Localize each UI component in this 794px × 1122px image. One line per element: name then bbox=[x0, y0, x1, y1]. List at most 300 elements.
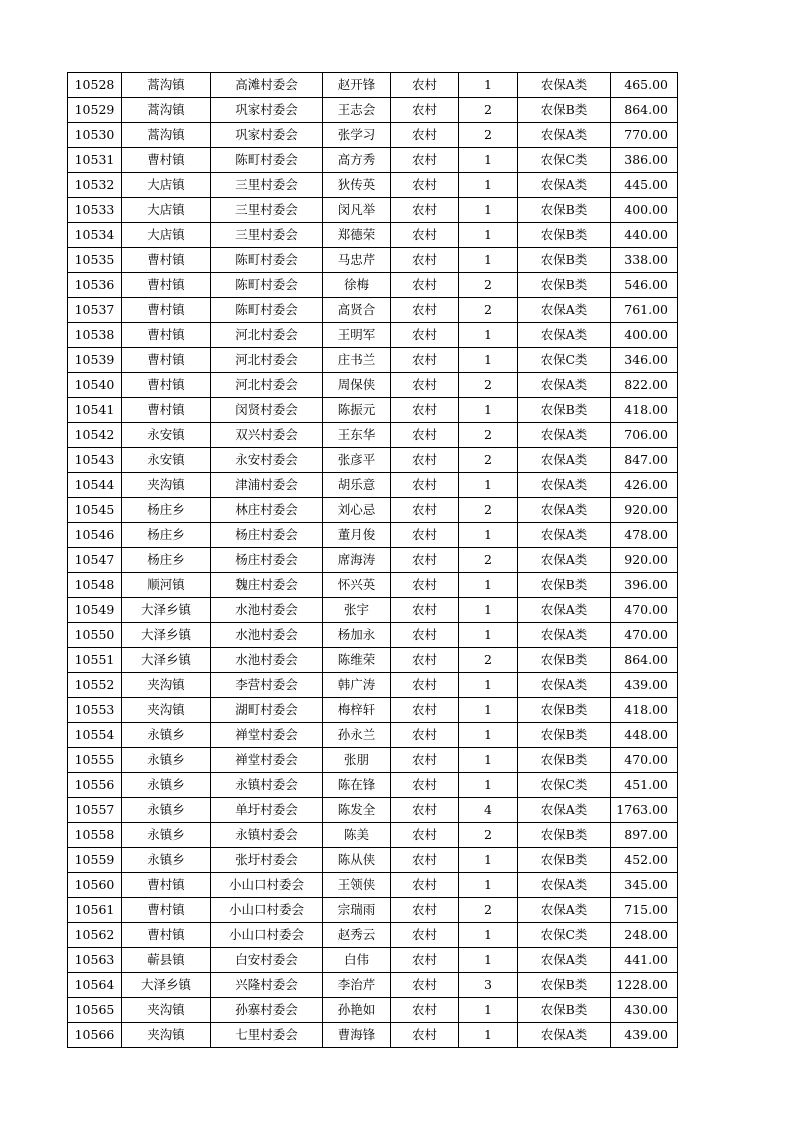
insurance-category-cell: 农保B类 bbox=[518, 748, 611, 773]
household-count-cell: 1 bbox=[459, 873, 518, 898]
person-name-cell: 陈发全 bbox=[323, 798, 391, 823]
town-cell: 杨庄乡 bbox=[122, 523, 211, 548]
household-count-cell: 2 bbox=[459, 898, 518, 923]
residence-type-cell: 农村 bbox=[391, 723, 459, 748]
village-committee-cell: 白安村委会 bbox=[211, 948, 323, 973]
household-count-cell: 1 bbox=[459, 348, 518, 373]
village-committee-cell: 兴隆村委会 bbox=[211, 973, 323, 998]
residence-type-cell: 农村 bbox=[391, 798, 459, 823]
residence-type-cell: 农村 bbox=[391, 298, 459, 323]
person-name-cell: 曹海锋 bbox=[323, 1023, 391, 1048]
record-id-cell: 10542 bbox=[68, 423, 122, 448]
residence-type-cell: 农村 bbox=[391, 73, 459, 98]
residence-type-cell: 农村 bbox=[391, 573, 459, 598]
residence-type-cell: 农村 bbox=[391, 673, 459, 698]
amount-cell: 418.00 bbox=[611, 698, 678, 723]
village-committee-cell: 巩家村委会 bbox=[211, 98, 323, 123]
table-row bbox=[68, 398, 678, 423]
amount-cell: 441.00 bbox=[611, 948, 678, 973]
person-name-cell: 韩广涛 bbox=[323, 673, 391, 698]
amount-cell: 465.00 bbox=[611, 73, 678, 98]
person-name-cell: 高贤合 bbox=[323, 298, 391, 323]
amount-cell: 770.00 bbox=[611, 123, 678, 148]
record-id-cell: 10541 bbox=[68, 398, 122, 423]
person-name-cell: 张朋 bbox=[323, 748, 391, 773]
table-row bbox=[68, 648, 678, 673]
person-name-cell: 张学习 bbox=[323, 123, 391, 148]
insurance-category-cell: 农保A类 bbox=[518, 623, 611, 648]
record-id-cell: 10553 bbox=[68, 698, 122, 723]
residence-type-cell: 农村 bbox=[391, 248, 459, 273]
amount-cell: 345.00 bbox=[611, 873, 678, 898]
insurance-category-cell: 农保A类 bbox=[518, 173, 611, 198]
person-name-cell: 陈振元 bbox=[323, 398, 391, 423]
village-committee-cell: 河北村委会 bbox=[211, 323, 323, 348]
table-row bbox=[68, 173, 678, 198]
person-name-cell: 杨加永 bbox=[323, 623, 391, 648]
table-row bbox=[68, 923, 678, 948]
residence-type-cell: 农村 bbox=[391, 973, 459, 998]
record-id-cell: 10547 bbox=[68, 548, 122, 573]
insurance-category-cell: 农保B类 bbox=[518, 648, 611, 673]
residence-type-cell: 农村 bbox=[391, 898, 459, 923]
person-name-cell: 孙艳如 bbox=[323, 998, 391, 1023]
household-count-cell: 1 bbox=[459, 573, 518, 598]
table-row bbox=[68, 323, 678, 348]
household-count-cell: 1 bbox=[459, 248, 518, 273]
residence-type-cell: 农村 bbox=[391, 398, 459, 423]
record-id-cell: 10546 bbox=[68, 523, 122, 548]
amount-cell: 439.00 bbox=[611, 673, 678, 698]
record-id-cell: 10555 bbox=[68, 748, 122, 773]
residence-type-cell: 农村 bbox=[391, 923, 459, 948]
village-committee-cell: 七里村委会 bbox=[211, 1023, 323, 1048]
residence-type-cell: 农村 bbox=[391, 523, 459, 548]
town-cell: 杨庄乡 bbox=[122, 498, 211, 523]
household-count-cell: 1 bbox=[459, 598, 518, 623]
household-count-cell: 1 bbox=[459, 73, 518, 98]
person-name-cell: 董月俊 bbox=[323, 523, 391, 548]
town-cell: 大泽乡镇 bbox=[122, 648, 211, 673]
residence-type-cell: 农村 bbox=[391, 698, 459, 723]
household-count-cell: 1 bbox=[459, 523, 518, 548]
table-row bbox=[68, 998, 678, 1023]
record-id-cell: 10536 bbox=[68, 273, 122, 298]
record-id-cell: 10538 bbox=[68, 323, 122, 348]
table-row bbox=[68, 448, 678, 473]
amount-cell: 864.00 bbox=[611, 98, 678, 123]
town-cell: 曹村镇 bbox=[122, 923, 211, 948]
record-id-cell: 10563 bbox=[68, 948, 122, 973]
insurance-category-cell: 农保A类 bbox=[518, 1023, 611, 1048]
table-row bbox=[68, 498, 678, 523]
amount-cell: 440.00 bbox=[611, 223, 678, 248]
amount-cell: 386.00 bbox=[611, 148, 678, 173]
amount-cell: 338.00 bbox=[611, 248, 678, 273]
insurance-category-cell: 农保A类 bbox=[518, 673, 611, 698]
household-count-cell: 2 bbox=[459, 448, 518, 473]
record-id-cell: 10543 bbox=[68, 448, 122, 473]
town-cell: 蒿沟镇 bbox=[122, 73, 211, 98]
amount-cell: 478.00 bbox=[611, 523, 678, 548]
table-row bbox=[68, 198, 678, 223]
table-row bbox=[68, 748, 678, 773]
village-committee-cell: 陈町村委会 bbox=[211, 248, 323, 273]
table-row bbox=[68, 298, 678, 323]
village-committee-cell: 河北村委会 bbox=[211, 348, 323, 373]
household-count-cell: 2 bbox=[459, 548, 518, 573]
town-cell: 曹村镇 bbox=[122, 398, 211, 423]
person-name-cell: 席海涛 bbox=[323, 548, 391, 573]
table-row bbox=[68, 473, 678, 498]
insurance-category-cell: 农保B类 bbox=[518, 573, 611, 598]
record-id-cell: 10537 bbox=[68, 298, 122, 323]
amount-cell: 418.00 bbox=[611, 398, 678, 423]
village-committee-cell: 张圩村委会 bbox=[211, 848, 323, 873]
household-count-cell: 1 bbox=[459, 998, 518, 1023]
town-cell: 永镇乡 bbox=[122, 773, 211, 798]
record-id-cell: 10534 bbox=[68, 223, 122, 248]
insurance-category-cell: 农保A类 bbox=[518, 373, 611, 398]
town-cell: 永镇乡 bbox=[122, 848, 211, 873]
village-committee-cell: 禅堂村委会 bbox=[211, 723, 323, 748]
residence-type-cell: 农村 bbox=[391, 473, 459, 498]
residence-type-cell: 农村 bbox=[391, 548, 459, 573]
person-name-cell: 胡乐意 bbox=[323, 473, 391, 498]
record-id-cell: 10530 bbox=[68, 123, 122, 148]
insurance-category-cell: 农保B类 bbox=[518, 223, 611, 248]
amount-cell: 452.00 bbox=[611, 848, 678, 873]
household-count-cell: 2 bbox=[459, 823, 518, 848]
amount-cell: 470.00 bbox=[611, 623, 678, 648]
household-count-cell: 2 bbox=[459, 498, 518, 523]
record-id-cell: 10551 bbox=[68, 648, 122, 673]
residence-type-cell: 农村 bbox=[391, 98, 459, 123]
town-cell: 大店镇 bbox=[122, 198, 211, 223]
table-row bbox=[68, 848, 678, 873]
household-count-cell: 1 bbox=[459, 323, 518, 348]
town-cell: 大店镇 bbox=[122, 173, 211, 198]
village-committee-cell: 林庄村委会 bbox=[211, 498, 323, 523]
household-count-cell: 1 bbox=[459, 223, 518, 248]
amount-cell: 864.00 bbox=[611, 648, 678, 673]
record-id-cell: 10535 bbox=[68, 248, 122, 273]
town-cell: 大泽乡镇 bbox=[122, 623, 211, 648]
town-cell: 曹村镇 bbox=[122, 298, 211, 323]
household-count-cell: 1 bbox=[459, 748, 518, 773]
table-row bbox=[68, 973, 678, 998]
table-row bbox=[68, 248, 678, 273]
insurance-category-cell: 农保A类 bbox=[518, 323, 611, 348]
village-committee-cell: 闵贤村委会 bbox=[211, 398, 323, 423]
table-row bbox=[68, 123, 678, 148]
residence-type-cell: 农村 bbox=[391, 123, 459, 148]
town-cell: 夹沟镇 bbox=[122, 998, 211, 1023]
record-id-cell: 10548 bbox=[68, 573, 122, 598]
table-row bbox=[68, 898, 678, 923]
amount-cell: 448.00 bbox=[611, 723, 678, 748]
village-committee-cell: 永镇村委会 bbox=[211, 823, 323, 848]
record-id-cell: 10558 bbox=[68, 823, 122, 848]
residence-type-cell: 农村 bbox=[391, 423, 459, 448]
person-name-cell: 马忠芹 bbox=[323, 248, 391, 273]
record-id-cell: 10529 bbox=[68, 98, 122, 123]
town-cell: 永镇乡 bbox=[122, 798, 211, 823]
table-row bbox=[68, 698, 678, 723]
person-name-cell: 陈在锋 bbox=[323, 773, 391, 798]
record-id-cell: 10559 bbox=[68, 848, 122, 873]
amount-cell: 451.00 bbox=[611, 773, 678, 798]
insurance-category-cell: 农保B类 bbox=[518, 248, 611, 273]
household-count-cell: 1 bbox=[459, 698, 518, 723]
village-committee-cell: 魏庄村委会 bbox=[211, 573, 323, 598]
person-name-cell: 狄传英 bbox=[323, 173, 391, 198]
town-cell: 夹沟镇 bbox=[122, 673, 211, 698]
table-row bbox=[68, 773, 678, 798]
table-row bbox=[68, 223, 678, 248]
person-name-cell: 陈维荣 bbox=[323, 648, 391, 673]
table-row bbox=[68, 98, 678, 123]
person-name-cell: 刘心忌 bbox=[323, 498, 391, 523]
household-count-cell: 1 bbox=[459, 673, 518, 698]
village-committee-cell: 河北村委会 bbox=[211, 373, 323, 398]
table-row bbox=[68, 373, 678, 398]
person-name-cell: 赵开锋 bbox=[323, 73, 391, 98]
village-committee-cell: 陈町村委会 bbox=[211, 298, 323, 323]
record-id-cell: 10539 bbox=[68, 348, 122, 373]
village-committee-cell: 水池村委会 bbox=[211, 623, 323, 648]
household-count-cell: 2 bbox=[459, 298, 518, 323]
table-row bbox=[68, 948, 678, 973]
record-id-cell: 10560 bbox=[68, 873, 122, 898]
village-committee-cell: 陈町村委会 bbox=[211, 148, 323, 173]
amount-cell: 470.00 bbox=[611, 748, 678, 773]
person-name-cell: 李治芹 bbox=[323, 973, 391, 998]
amount-cell: 426.00 bbox=[611, 473, 678, 498]
town-cell: 永镇乡 bbox=[122, 723, 211, 748]
table-row bbox=[68, 623, 678, 648]
insurance-category-cell: 农保A类 bbox=[518, 548, 611, 573]
table-row bbox=[68, 723, 678, 748]
residence-type-cell: 农村 bbox=[391, 373, 459, 398]
residence-type-cell: 农村 bbox=[391, 173, 459, 198]
insurance-category-cell: 农保A类 bbox=[518, 423, 611, 448]
town-cell: 夹沟镇 bbox=[122, 473, 211, 498]
insurance-category-cell: 农保A类 bbox=[518, 498, 611, 523]
table-row bbox=[68, 598, 678, 623]
town-cell: 蒿沟镇 bbox=[122, 123, 211, 148]
amount-cell: 439.00 bbox=[611, 1023, 678, 1048]
residence-type-cell: 农村 bbox=[391, 823, 459, 848]
village-committee-cell: 津浦村委会 bbox=[211, 473, 323, 498]
insurance-category-cell: 农保B类 bbox=[518, 698, 611, 723]
town-cell: 永安镇 bbox=[122, 423, 211, 448]
amount-cell: 761.00 bbox=[611, 298, 678, 323]
record-id-cell: 10554 bbox=[68, 723, 122, 748]
person-name-cell: 王领侠 bbox=[323, 873, 391, 898]
residence-type-cell: 农村 bbox=[391, 998, 459, 1023]
amount-cell: 920.00 bbox=[611, 498, 678, 523]
record-id-cell: 10556 bbox=[68, 773, 122, 798]
household-count-cell: 2 bbox=[459, 423, 518, 448]
village-committee-cell: 禅堂村委会 bbox=[211, 748, 323, 773]
town-cell: 蕲县镇 bbox=[122, 948, 211, 973]
town-cell: 曹村镇 bbox=[122, 373, 211, 398]
residence-type-cell: 农村 bbox=[391, 748, 459, 773]
table-row bbox=[68, 423, 678, 448]
table-row bbox=[68, 573, 678, 598]
amount-cell: 1763.00 bbox=[611, 798, 678, 823]
village-committee-cell: 李营村委会 bbox=[211, 673, 323, 698]
amount-cell: 400.00 bbox=[611, 323, 678, 348]
person-name-cell: 王东华 bbox=[323, 423, 391, 448]
person-name-cell: 张宇 bbox=[323, 598, 391, 623]
table-row bbox=[68, 273, 678, 298]
household-count-cell: 1 bbox=[459, 948, 518, 973]
amount-cell: 1228.00 bbox=[611, 973, 678, 998]
village-committee-cell: 三里村委会 bbox=[211, 198, 323, 223]
person-name-cell: 孙永兰 bbox=[323, 723, 391, 748]
town-cell: 永镇乡 bbox=[122, 823, 211, 848]
insurance-category-cell: 农保B类 bbox=[518, 848, 611, 873]
record-id-cell: 10532 bbox=[68, 173, 122, 198]
record-id-cell: 10561 bbox=[68, 898, 122, 923]
amount-cell: 546.00 bbox=[611, 273, 678, 298]
insurance-category-cell: 农保B类 bbox=[518, 273, 611, 298]
village-committee-cell: 高滩村委会 bbox=[211, 73, 323, 98]
household-count-cell: 1 bbox=[459, 1023, 518, 1048]
town-cell: 夹沟镇 bbox=[122, 698, 211, 723]
amount-cell: 445.00 bbox=[611, 173, 678, 198]
residence-type-cell: 农村 bbox=[391, 948, 459, 973]
village-committee-cell: 水池村委会 bbox=[211, 648, 323, 673]
insurance-category-cell: 农保A类 bbox=[518, 598, 611, 623]
residence-type-cell: 农村 bbox=[391, 223, 459, 248]
town-cell: 曹村镇 bbox=[122, 323, 211, 348]
insurance-category-cell: 农保A类 bbox=[518, 898, 611, 923]
residence-type-cell: 农村 bbox=[391, 598, 459, 623]
residence-type-cell: 农村 bbox=[391, 848, 459, 873]
household-count-cell: 1 bbox=[459, 473, 518, 498]
person-name-cell: 高方秀 bbox=[323, 148, 391, 173]
household-count-cell: 1 bbox=[459, 623, 518, 648]
residence-type-cell: 农村 bbox=[391, 348, 459, 373]
record-id-cell: 10557 bbox=[68, 798, 122, 823]
person-name-cell: 张彦平 bbox=[323, 448, 391, 473]
insurance-category-cell: 农保A类 bbox=[518, 473, 611, 498]
village-committee-cell: 三里村委会 bbox=[211, 223, 323, 248]
person-name-cell: 庄书兰 bbox=[323, 348, 391, 373]
village-committee-cell: 孙寨村委会 bbox=[211, 998, 323, 1023]
household-count-cell: 1 bbox=[459, 773, 518, 798]
town-cell: 曹村镇 bbox=[122, 873, 211, 898]
town-cell: 夹沟镇 bbox=[122, 1023, 211, 1048]
amount-cell: 920.00 bbox=[611, 548, 678, 573]
insurance-category-cell: 农保C类 bbox=[518, 348, 611, 373]
village-committee-cell: 单圩村委会 bbox=[211, 798, 323, 823]
insurance-category-cell: 农保B类 bbox=[518, 398, 611, 423]
town-cell: 顺河镇 bbox=[122, 573, 211, 598]
person-name-cell: 徐梅 bbox=[323, 273, 391, 298]
village-committee-cell: 永安村委会 bbox=[211, 448, 323, 473]
person-name-cell: 闵凡举 bbox=[323, 198, 391, 223]
town-cell: 曹村镇 bbox=[122, 898, 211, 923]
household-count-cell: 1 bbox=[459, 923, 518, 948]
record-id-cell: 10564 bbox=[68, 973, 122, 998]
record-id-cell: 10545 bbox=[68, 498, 122, 523]
household-count-cell: 3 bbox=[459, 973, 518, 998]
residence-type-cell: 农村 bbox=[391, 773, 459, 798]
person-name-cell: 怀兴英 bbox=[323, 573, 391, 598]
amount-cell: 396.00 bbox=[611, 573, 678, 598]
record-id-cell: 10531 bbox=[68, 148, 122, 173]
insurance-category-cell: 农保B类 bbox=[518, 723, 611, 748]
residence-type-cell: 农村 bbox=[391, 323, 459, 348]
town-cell: 大泽乡镇 bbox=[122, 973, 211, 998]
record-id-cell: 10566 bbox=[68, 1023, 122, 1048]
insurance-category-cell: 农保A类 bbox=[518, 448, 611, 473]
person-name-cell: 郑德荣 bbox=[323, 223, 391, 248]
person-name-cell: 宗瑞雨 bbox=[323, 898, 391, 923]
residence-type-cell: 农村 bbox=[391, 448, 459, 473]
household-count-cell: 4 bbox=[459, 798, 518, 823]
village-committee-cell: 杨庄村委会 bbox=[211, 548, 323, 573]
household-count-cell: 1 bbox=[459, 198, 518, 223]
person-name-cell: 周保侠 bbox=[323, 373, 391, 398]
person-name-cell: 白伟 bbox=[323, 948, 391, 973]
residence-type-cell: 农村 bbox=[391, 873, 459, 898]
residence-type-cell: 农村 bbox=[391, 648, 459, 673]
insurance-category-cell: 农保A类 bbox=[518, 298, 611, 323]
table-row bbox=[68, 523, 678, 548]
table-row bbox=[68, 873, 678, 898]
town-cell: 曹村镇 bbox=[122, 348, 211, 373]
person-name-cell: 陈从侠 bbox=[323, 848, 391, 873]
village-committee-cell: 永镇村委会 bbox=[211, 773, 323, 798]
village-committee-cell: 双兴村委会 bbox=[211, 423, 323, 448]
residence-type-cell: 农村 bbox=[391, 1023, 459, 1048]
village-committee-cell: 三里村委会 bbox=[211, 173, 323, 198]
town-cell: 曹村镇 bbox=[122, 148, 211, 173]
insurance-category-cell: 农保B类 bbox=[518, 823, 611, 848]
person-name-cell: 梅梓轩 bbox=[323, 698, 391, 723]
insurance-category-cell: 农保B类 bbox=[518, 98, 611, 123]
insurance-category-cell: 农保A类 bbox=[518, 523, 611, 548]
amount-cell: 706.00 bbox=[611, 423, 678, 448]
table-row bbox=[68, 1023, 678, 1048]
amount-cell: 470.00 bbox=[611, 598, 678, 623]
village-committee-cell: 小山口村委会 bbox=[211, 873, 323, 898]
town-cell: 永安镇 bbox=[122, 448, 211, 473]
residence-type-cell: 农村 bbox=[391, 623, 459, 648]
insurance-category-cell: 农保A类 bbox=[518, 873, 611, 898]
residence-type-cell: 农村 bbox=[391, 198, 459, 223]
person-name-cell: 王明军 bbox=[323, 323, 391, 348]
amount-cell: 822.00 bbox=[611, 373, 678, 398]
insurance-category-cell: 农保A类 bbox=[518, 798, 611, 823]
table-body bbox=[68, 73, 678, 1048]
record-id-cell: 10533 bbox=[68, 198, 122, 223]
insurance-category-cell: 农保C类 bbox=[518, 773, 611, 798]
table-row bbox=[68, 798, 678, 823]
town-cell: 大店镇 bbox=[122, 223, 211, 248]
table-row bbox=[68, 673, 678, 698]
record-id-cell: 10540 bbox=[68, 373, 122, 398]
amount-cell: 346.00 bbox=[611, 348, 678, 373]
insurance-category-cell: 农保A类 bbox=[518, 123, 611, 148]
village-committee-cell: 湖町村委会 bbox=[211, 698, 323, 723]
person-name-cell: 赵秀云 bbox=[323, 923, 391, 948]
